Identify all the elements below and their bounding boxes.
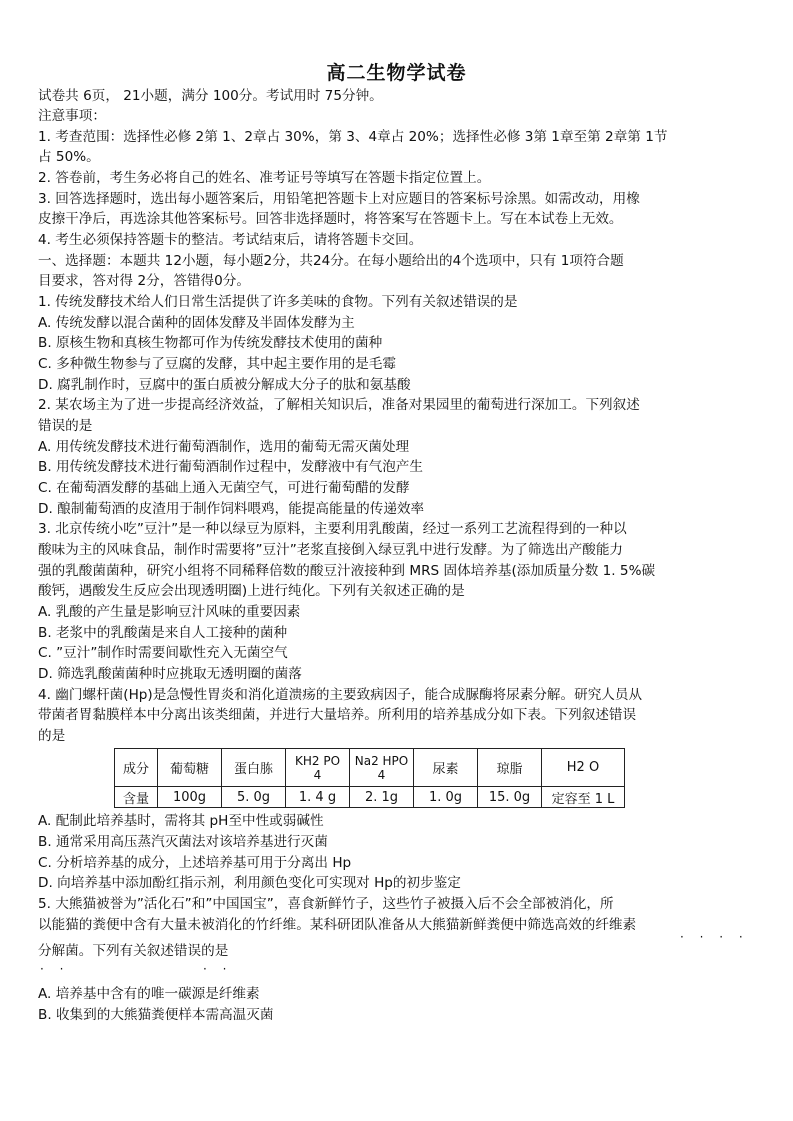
question-2-option-b: B. 用传统发酵技术进行葡萄酒制作过程中，发酵液中有气泡产生 xyxy=(38,459,423,475)
notice-item-2: 2. 答卷前，考生务必将自己的姓名、准考证号等填写在答题卡指定位置上。 xyxy=(38,170,491,186)
media-composition-table xyxy=(114,748,625,808)
question-3-stem-cont: 强的乳酸菌菌种，研究小组将不同稀释倍数的酸豆汁液接种到 MRS 固体培养基(添加质量分数 1. 5%碳 xyxy=(38,563,656,579)
question-1-stem: 1. 传统发酵技术给人们日常生活提供了许多美味的食物。下列有关叙述错误的是 xyxy=(38,294,518,310)
question-3-option-a: A. 乳酸的产生量是影响豆汁风味的重要因素 xyxy=(38,604,301,620)
question-1-option-c: C. 多种微生物参与了豆腐的发酵，其中起主要作用的是毛霉 xyxy=(38,356,396,372)
emphasis-dots: · · xyxy=(203,962,233,976)
table-header-cell: 琼脂 xyxy=(478,749,542,787)
table-cell: 100g xyxy=(158,787,222,808)
table-cell: 1. 0g xyxy=(414,787,478,808)
question-3-stem-cont: 酸钙，遇酸发生反应会出现透明圈)上进行纯化。下列有关叙述正确的是 xyxy=(38,583,465,599)
notice-item-3-cont: 皮擦干净后，再选涂其他答案标号。回答非选择题时，将答案写在答题卡上。写在本试卷上无效。 xyxy=(38,211,623,227)
table-header-cell: 蛋白胨 xyxy=(222,749,286,787)
table-cell: 1. 4 g xyxy=(286,787,350,808)
table-cell: 2. 1g xyxy=(350,787,414,808)
question-5-stem-cont: 分解菌。下列有关叙述错误的是 xyxy=(38,943,229,959)
question-4-stem-cont: 的是 xyxy=(38,728,66,744)
table-header-subscript: 4 xyxy=(377,767,386,782)
table-header-cell: 尿素 xyxy=(414,749,478,787)
emphasis-dots: · · · · xyxy=(680,930,749,944)
question-1-option-b: B. 原核生物和真核生物都可作为传统发酵技术使用的菌种 xyxy=(38,335,383,351)
question-3-option-d: D. 筛选乳酸菌菌种时应挑取无透明圈的菌落 xyxy=(38,666,302,682)
question-4-stem-cont: 带菌者胃黏膜样本中分离出该类细菌，并进行大量培养。所利用的培养基成分如下表。下列叙述错误 xyxy=(38,707,637,723)
table-header-row xyxy=(115,749,625,787)
question-1-option-d: D. 腐乳制作时，豆腐中的蛋白质被分解成大分子的肽和氨基酸 xyxy=(38,377,411,393)
table-row xyxy=(115,787,625,808)
question-2-option-a: A. 用传统发酵技术进行葡萄酒制作，选用的葡萄无需灭菌处理 xyxy=(38,439,410,455)
question-5-stem-cont: 以能猫的粪便中含有大量未被消化的竹纤维。某科研团队准备从大熊猫新鲜粪便中筛选高效的纤维素 xyxy=(38,917,637,933)
question-4-option-d: D. 向培养基中添加酚红指示剂，利用颜色变化可实现对 Hp的初步鉴定 xyxy=(38,875,461,891)
section-heading: 一、选择题：本题共 12小题，每小题2分，共24分。在每小题给出的4个选项中，只有 1项符合题 xyxy=(38,253,624,269)
question-1-option-a: A. 传统发酵以混合菌种的固体发酵及半固体发酵为主 xyxy=(38,315,355,331)
notice-item-4: 4. 考生必须保持答题卡的整洁。考试结束后，请将答题卡交回。 xyxy=(38,232,423,248)
table-header-cell: 葡萄糖 xyxy=(158,749,222,787)
table-header-text: Na2 HPO xyxy=(354,753,409,768)
table-cell: 定容至 1 L xyxy=(542,787,625,808)
exam-info-line: 试卷共 6页， 21小题，满分 100分。考试用时 75分钟。 xyxy=(38,88,383,104)
table-cell: 5. 0g xyxy=(222,787,286,808)
question-2-option-d: D. 酿制葡萄酒的皮渣用于制作饲料喂鸡，能提高能量的传递效率 xyxy=(38,501,425,517)
question-2-stem: 2. 某农场主为了进一步提高经济效益，了解相关知识后，准备对果园里的葡萄进行深加工。下列叙述 xyxy=(38,397,640,413)
question-2-stem-cont: 错误的是 xyxy=(38,418,93,434)
question-5-option-b: B. 收集到的大熊猫粪便样本需高温灭菌 xyxy=(38,1007,274,1023)
table-header-subscript: 4 xyxy=(313,767,322,782)
emphasis-dots: · · xyxy=(40,962,70,976)
question-5-option-a: A. 培养基中含有的唯一碳源是纤维素 xyxy=(38,986,260,1002)
table-header-cell xyxy=(286,749,350,787)
table-header-text: KH2 PO xyxy=(294,753,341,768)
page-title: 高二生物学试卷 xyxy=(326,62,467,84)
section-heading-cont: 目要求，答对得 2分，答错得0分。 xyxy=(38,273,250,289)
table-header-cell: H2 O xyxy=(542,749,625,787)
notice-item-1: 1. 考查范围：选择性必修 2第 1、2章占 30%，第 3、4章占 20%；选择性必修 3第 1章至第 2章第 1节 xyxy=(38,129,668,145)
table-header-cell xyxy=(350,749,414,787)
notice-heading: 注意事项： xyxy=(38,108,106,124)
question-5-stem: 5. 大熊猫被誉为”活化石”和”中国国宝”，喜食新鲜竹子，这些竹子被摄入后不会全部被消化，所 xyxy=(38,896,614,912)
question-3-option-b: B. 老浆中的乳酸菌是来自人工接种的菌种 xyxy=(38,625,288,641)
table-header-cell: 成分 xyxy=(115,749,158,787)
question-2-option-c: C. 在葡萄酒发酵的基础上通入无菌空气，可进行葡萄醋的发酵 xyxy=(38,480,410,496)
question-3-stem: 3. 北京传统小吃”豆汁”是一种以绿豆为原料，主要利用乳酸菌，经过一系列工艺流程得到的一种以 xyxy=(38,521,627,537)
table-cell: 15. 0g xyxy=(478,787,542,808)
table-cell: 含量 xyxy=(115,787,158,808)
question-4-stem: 4. 幽门螺杆菌(Hp)是急慢性胃炎和消化道溃疡的主要致病因子，能合成脲酶将尿素分解。研究人员从 xyxy=(38,687,643,703)
question-4-option-a: A. 配制此培养基时，需将其 pH至中性或弱碱性 xyxy=(38,813,324,829)
question-4-option-b: B. 通常采用高压蒸汽灭菌法对该培养基进行灭菌 xyxy=(38,834,328,850)
question-4-option-c: C. 分析培养基的成分，上述培养基可用于分离出 Hp xyxy=(38,855,352,871)
question-3-option-c: C. ”豆汁”制作时需要间歇性充入无菌空气 xyxy=(38,645,288,661)
notice-item-3: 3. 回答选择题时，选出每小题答案后，用铅笔把答题卡上对应题目的答案标号涂黑。如需改动，用橡 xyxy=(38,191,640,207)
question-3-stem-cont: 酸味为主的风味食品，制作时需要将”豆汁”老浆直接倒入绿豆乳中进行发酵。为了筛选出产酸能力 xyxy=(38,542,624,558)
notice-item-1-cont: 占 50%。 xyxy=(38,149,100,165)
